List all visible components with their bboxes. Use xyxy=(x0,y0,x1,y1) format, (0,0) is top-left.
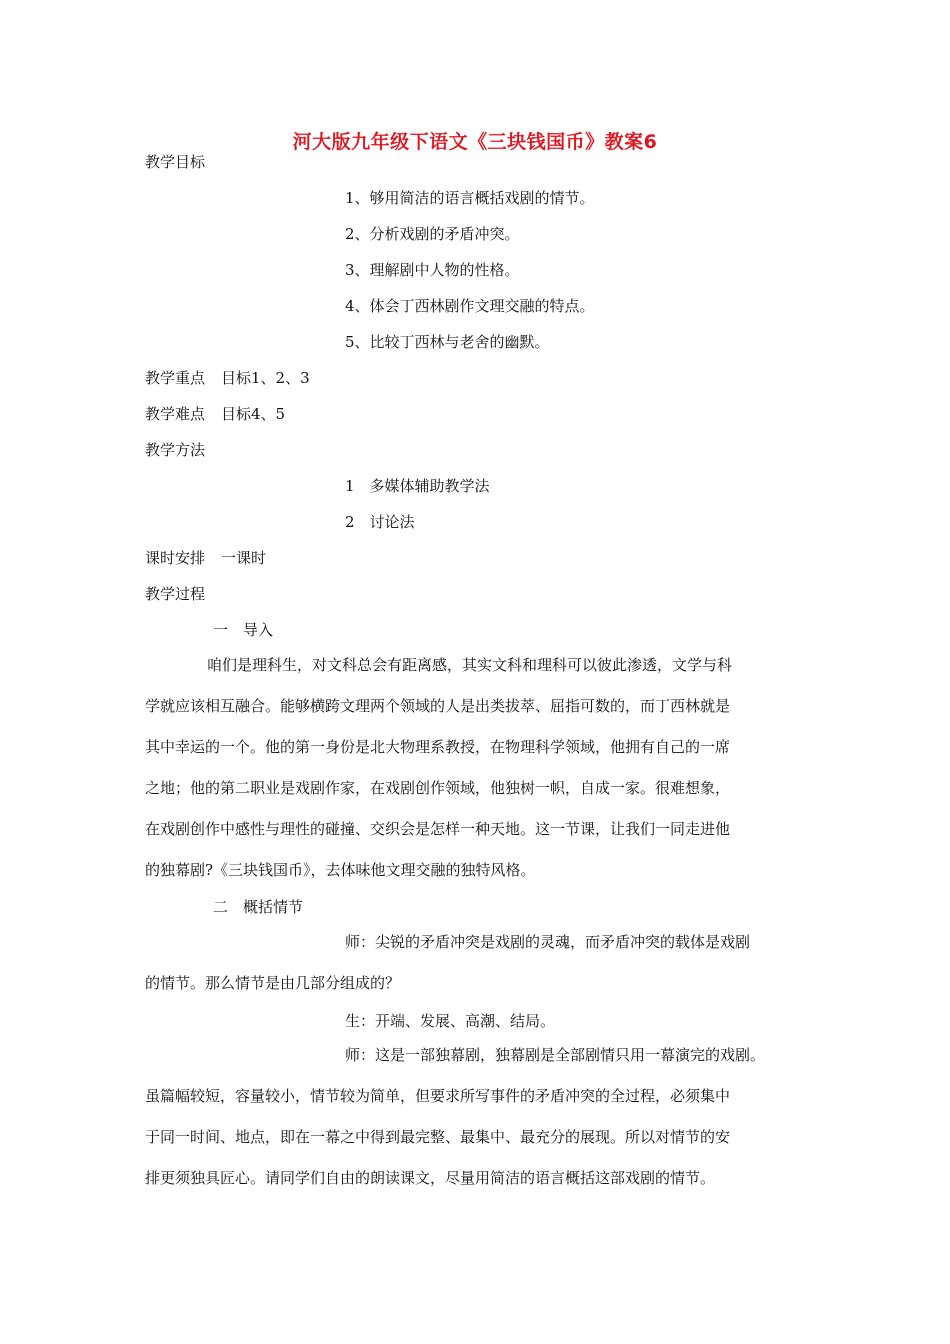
paragraph-line: 于同一时间、地点，即在一幕之中得到最完整、最集中、最充分的展现。所以对情节的安 xyxy=(145,1128,731,1146)
schedule-label: 课时安排 xyxy=(145,549,206,567)
section-heading: 一 导入 xyxy=(213,621,274,639)
paragraph-line: 学就应该相互融合。能够横跨文理两个领域的人是出类拔萃、屈指可数的，而丁西林就是 xyxy=(145,697,731,715)
process-heading: 教学过程 xyxy=(145,585,206,603)
paragraph-line: 咱们是理科生，对文科总会有距离感，其实文科和理科可以彼此渗透，文学与科 xyxy=(207,656,733,674)
objective-item: 3、理解剧中人物的性格。 xyxy=(345,261,520,279)
key-points-value: 目标1、2、3 xyxy=(221,369,310,387)
objective-item: 4、体会丁西林剧作文理交融的特点。 xyxy=(345,297,595,315)
difficulties-value: 目标4、5 xyxy=(221,405,286,423)
paragraph-line: 排更须独具匠心。请同学们自由的朗读课文，尽量用简洁的语言概括这部戏剧的情节。 xyxy=(145,1169,716,1187)
document-title: 河大版九年级下语文《三块钱国币》教案6 xyxy=(292,131,658,153)
key-points-label: 教学重点 xyxy=(145,369,206,387)
objective-item: 1、够用简洁的语言概括戏剧的情节。 xyxy=(345,189,595,207)
dialogue-line: 师：尖锐的矛盾冲突是戏剧的灵魂，而矛盾冲突的载体是戏剧 xyxy=(345,933,751,951)
objectives-heading: 教学目标 xyxy=(145,153,206,171)
methods-heading: 教学方法 xyxy=(145,441,206,459)
dialogue-line: 生：开端、发展、高潮、结局。 xyxy=(345,1012,556,1030)
paragraph-line: 在戏剧创作中感性与理性的碰撞、交织会是怎样一种天地。这一节课，让我们一同走进他 xyxy=(145,820,731,838)
schedule-row xyxy=(145,548,266,568)
method-item: 1 多媒体辅助教学法 xyxy=(345,477,490,495)
key-points-row xyxy=(145,368,310,388)
paragraph-line: 其中幸运的一个。他的第一身份是北大物理系教授，在物理科学领域，他拥有自己的一席 xyxy=(145,738,731,756)
method-item: 2 讨论法 xyxy=(345,513,415,531)
dialogue-line: 师：这是一部独幕剧，独幕剧是全部剧情只用一幕演完的戏剧。 xyxy=(345,1046,766,1064)
paragraph-line: 虽篇幅较短，容量较小，情节较为简单，但要求所写事件的矛盾冲突的全过程，必须集中 xyxy=(145,1087,731,1105)
paragraph-line: 之地；他的第二职业是戏剧作家，在戏剧创作领域，他独树一帜，自成一家。很难想象， xyxy=(145,779,731,797)
schedule-value: 一课时 xyxy=(221,549,267,567)
section-heading: 二 概括情节 xyxy=(213,898,304,916)
objective-item: 5、比较丁西林与老舍的幽默。 xyxy=(345,333,550,351)
dialogue-line: 的情节。那么情节是由几部分组成的？ xyxy=(145,974,401,992)
paragraph-line: 的独幕剧?《三块钱国币》，去体味他文理交融的独特风格。 xyxy=(145,861,536,879)
objective-item: 2、分析戏剧的矛盾冲突。 xyxy=(345,225,520,243)
difficulties-label: 教学难点 xyxy=(145,405,206,423)
difficulties-row xyxy=(145,404,285,424)
